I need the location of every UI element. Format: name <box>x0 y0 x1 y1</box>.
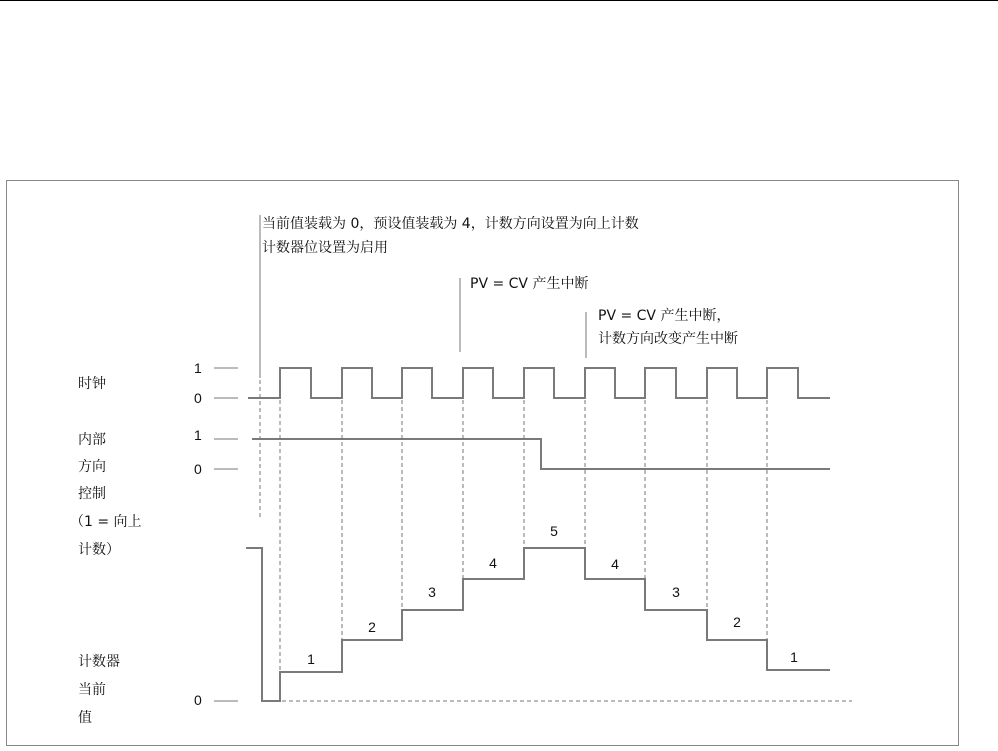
annotation-interrupt-pv2-line1: PV = CV 产生中断， <box>598 308 731 324</box>
direction-waveform <box>252 439 830 469</box>
counter-value: 5 <box>550 523 558 539</box>
direction-label-line5: 计数） <box>78 542 120 558</box>
direction-low-label: 0 <box>194 461 202 477</box>
annotation-interrupt-pv: PV = CV 产生中断 <box>470 276 589 292</box>
direction-high-label: 1 <box>194 427 202 443</box>
counter-value: 2 <box>733 614 741 630</box>
counter-label-line1: 计数器 <box>78 654 120 670</box>
clock-low-label: 0 <box>194 390 202 406</box>
annotation-load-line1: 当前值装载为 0，预设值装载为 4，计数方向设置为向上计数 <box>262 216 639 232</box>
direction-label-line3: 控制 <box>78 486 106 502</box>
direction-label-line2: 方向 <box>78 459 106 475</box>
counter-waveform <box>246 548 830 701</box>
counter-value: 4 <box>611 556 619 572</box>
clock-label: 时钟 <box>78 376 106 392</box>
counter-value: 4 <box>489 555 497 571</box>
direction-label-line4: （1 = 向上 <box>70 514 142 530</box>
counter-value: 2 <box>368 619 376 635</box>
counter-zero-label: 0 <box>194 692 202 708</box>
clock-waveform <box>248 368 830 398</box>
annotation-interrupt-pv2-line2: 计数方向改变产生中断 <box>598 331 738 347</box>
counter-value: 3 <box>428 584 436 600</box>
counter-label-line2: 当前 <box>78 682 106 698</box>
counter-value: 3 <box>672 584 680 600</box>
counter-value: 1 <box>307 651 315 667</box>
clock-high-label: 1 <box>194 360 202 376</box>
counter-value: 1 <box>790 649 798 665</box>
annotation-load-line2: 计数器位设置为启用 <box>262 240 388 256</box>
counter-label-line3: 值 <box>78 710 92 726</box>
direction-label-line1: 内部 <box>78 432 106 448</box>
